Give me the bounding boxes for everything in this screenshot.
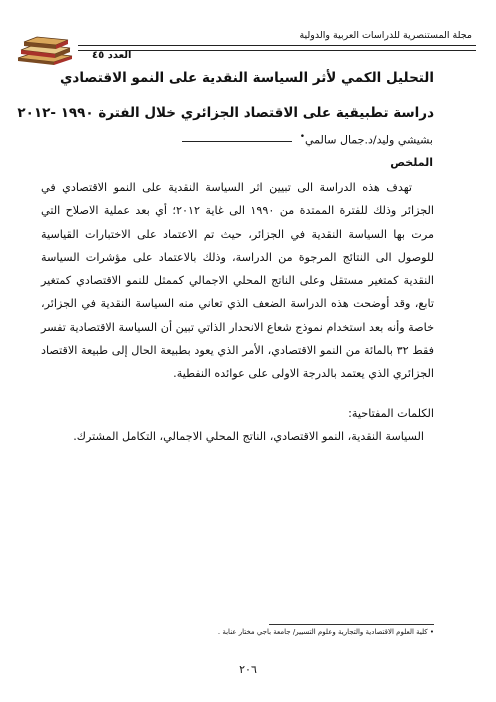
header-rule [78,45,476,51]
footnote-rule [269,624,434,625]
issue-label: العدد ٤٥ [92,50,132,61]
article-title-line-2: دراسة تطبيقية على الاقتصاد الجزائري خلال الفترة ١٩٩٠ -٢٠١٢ [17,105,434,121]
books-icon [14,28,76,66]
page-number: ٢٠٦ [239,663,257,676]
abstract-body [41,176,434,386]
abstract-heading: الملخص [390,156,433,169]
author-names: بشيشي وليد/د.جمال سالمي [305,133,433,147]
footnote: • كلية العلوم الاقتصادية والتجارية وعلوم التسيير/ جامعة باجي مختار عنابة . [217,628,434,636]
keywords-list: السياسة النقدية، النمو الاقتصادي، الناتج المحلي الاجمالي، التكامل المشترك. [73,430,424,443]
author-footnote-marker: • [299,132,306,142]
journal-name: مجلة المستنصرية للدراسات العربية والدولية [299,30,472,41]
abstract-paragraph: تهدف هذه الدراسة الى تبيين اثر السياسة النقدية على النمو الاقتصادي في الجزائر وذلك للفترة الممتدة من ١٩٩٠ الى غاية ٢٠١٢؛ أي بعد عملية الاصلاح التي مرت بها السياسة النقدية في الجزائر، حيث تم الاعتماد على الاختبارات القياسية للوصول الى النتائج المرجوة من الدراسة، وذلك بالاعتماد على مؤشرات السياسة النقدية كمتغير مستقل وعلى الناتج المحلي الاجمالي كممثل للنمو الاقتصادي كمتغير تابع، وقد أوضحت هذه الدراسة الضعف الذي تعاني منه السياسة النقدية في الجزائر، خاصة وأنه بعد استخدام نموذج شعاع الانحدار الذاتي تبين أن السياسة الاقتصادية تفسر فقط ٣٢ بالمائة من النمو الاقتصادي، الأمر الذي يعود بطبيعة الحال إلى طبيعة الاقتصاد الجزائري الذي يعتمد بالدرجة الاولى على عوائده النفطية. [41,181,434,381]
author-line [40,132,433,147]
author-rule [182,140,292,142]
article-title-line-1: التحليل الكمي لأثر السياسة النقدية على النمو الاقتصادي [60,70,434,86]
keywords-heading: الكلمات المفتاحية: [348,407,434,420]
